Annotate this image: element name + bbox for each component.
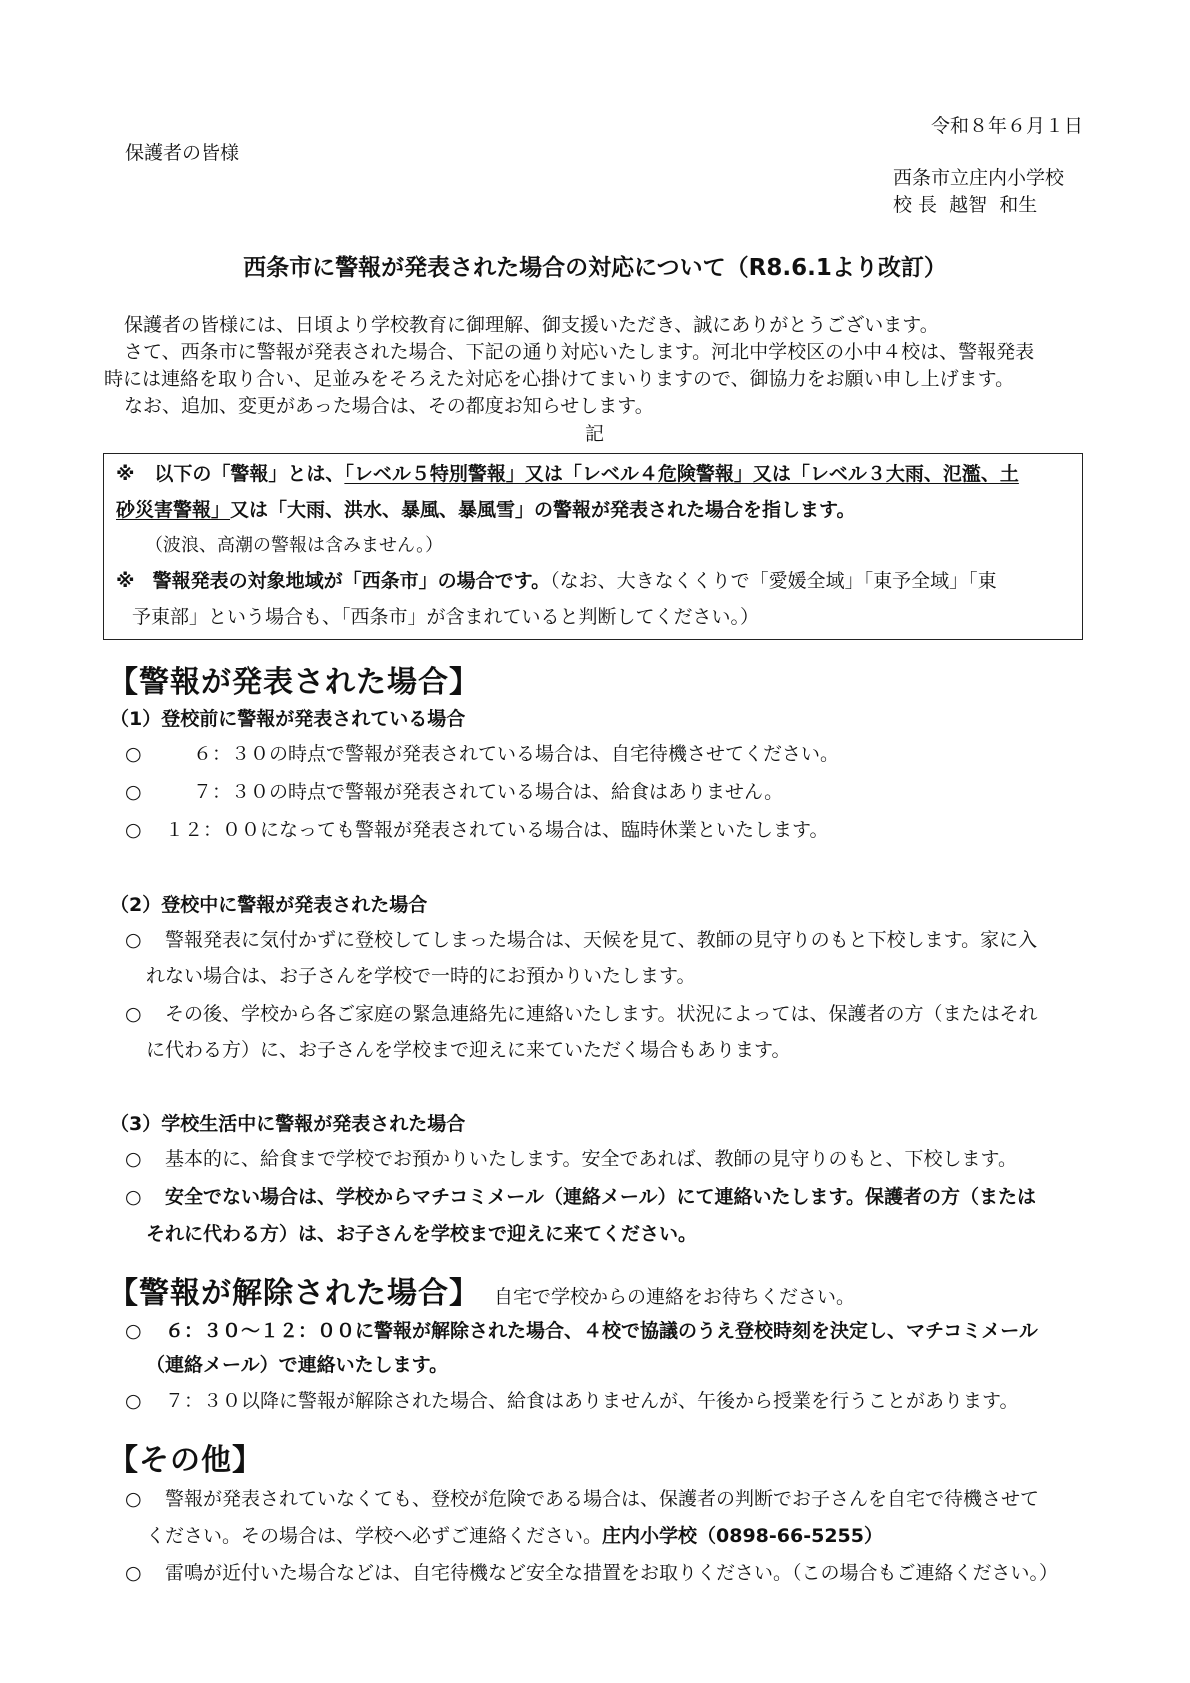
- list-item-text: 雷鳴が近付いた場合などは、自宅待機など安全な措置をお取りください。（この場合もご連絡ください。）: [165, 1562, 1059, 1584]
- intro-line-1: 保護者の皆様には、日頃より学校教育に御理解、御支援いただき、誠にありがとうございます。: [124, 314, 939, 336]
- intro-line-2a: さて、西条市に警報が発表された場合、下記の通り対応いたします。河北中学校区の小中４校は、警報発表: [124, 341, 1035, 363]
- bullet-icon: ○: [125, 1148, 142, 1170]
- list-item: [125, 1184, 1036, 1211]
- notice-line-4-bold: 警報発表の対象地域が「西条市」の場合です。: [152, 570, 551, 592]
- list-item-continuation: （連絡メール）で連絡いたします。: [146, 1354, 449, 1376]
- list-item-text: 警報が発表されていなくても、登校が危険である場合は、保護者の判断でお子さんを自宅で待機させて: [165, 1488, 1040, 1510]
- school-contact: 庄内小学校（0898-66-5255）: [602, 1525, 883, 1547]
- notice-line-4-rest: （なお、大きなくくりで「愛媛全域」「東予全域」「東: [550, 570, 997, 592]
- subsection-commuting: （2）登校中に警報が発表された場合: [110, 894, 428, 916]
- list-item-text: ７：３０の時点で警報が発表されている場合は、給食はありません。: [193, 781, 784, 803]
- notice-line-2: [116, 497, 856, 524]
- list-item-text: 警報発表に気付かずに登校してしまった場合は、天候を見て、教師の見守りのもと下校します。家に入: [165, 929, 1038, 951]
- list-item-text: その後、学校から各ご家庭の緊急連絡先に連絡いたします。状況によっては、保護者の方（またはそれ: [165, 1003, 1038, 1025]
- bullet-icon: ○: [125, 819, 142, 841]
- notice-line-5: 予東部」という場合も、「西条市」が含まれていると判断してください。）: [132, 606, 760, 628]
- notice-line-1-levels: 「レベル５特別警報」又は「レベル４危険警報」又は「レベル３大雨、氾濫、土: [344, 463, 1019, 485]
- notice-line-4: [116, 568, 997, 595]
- list-item: [125, 1486, 1039, 1513]
- list-item-text: 安全でない場合は、学校からマチコミメール（連絡メール）にて連絡いたします。保護者の方（または: [165, 1186, 1036, 1208]
- subsection-during-school: （3）学校生活中に警報が発表された場合: [110, 1113, 466, 1135]
- list-item: [125, 741, 839, 768]
- list-item: [125, 1388, 1018, 1415]
- list-item-text: １２：００になっても警報が発表されている場合は、臨時休業といたします。: [165, 819, 829, 841]
- notice-line-1-lead: 以下の「警報」とは、: [154, 463, 345, 485]
- intro-line-2b: 時には連絡を取り合い、足並みをそろえた対応を心掛けてまいりますので、御協力をお願い申し上げます。: [104, 368, 1015, 390]
- bullet-icon: ○: [125, 1390, 142, 1412]
- document-date: 令和８年６月１日: [930, 115, 1083, 137]
- bullet-icon: ○: [125, 781, 142, 803]
- list-item-continuation: それに代わる方）は、お子さんを学校まで迎えに来てください。: [146, 1223, 698, 1245]
- list-item: [125, 817, 828, 844]
- principal-name: 校 長 越智 和生: [893, 194, 1038, 216]
- list-item-continuation: [146, 1523, 883, 1550]
- section-heading-lifted-row: [108, 1273, 855, 1315]
- document-title: 西条市に警報が発表された場合の対応について（R8.6.1より改訂）: [243, 255, 947, 281]
- list-item-text: ７：３０以降に警報が解除された場合、給食はありませんが、午後から授業を行うことがあります。: [165, 1390, 1019, 1412]
- list-item: [125, 1318, 1038, 1345]
- bullet-icon: ○: [125, 929, 142, 951]
- notice-line-3: （波浪、高潮の警報は含みません。）: [145, 535, 444, 556]
- list-item: [125, 1560, 1058, 1587]
- school-name: 西条市立庄内小学校: [893, 167, 1065, 189]
- bullet-icon: ○: [125, 1562, 142, 1584]
- subsection-before-school: （1）登校前に警報が発表されている場合: [110, 708, 466, 730]
- notice-line-2-levels: 砂災害警報」: [116, 499, 231, 521]
- section-note: 自宅で学校からの連絡をお待ちください。: [494, 1286, 856, 1308]
- note-mark: ※: [116, 570, 135, 592]
- section-heading-lifted: 【警報が解除された場合】: [108, 1276, 480, 1311]
- list-item: [125, 779, 783, 806]
- list-item-text: ６：３０の時点で警報が発表されている場合は、自宅待機させてください。: [193, 743, 840, 765]
- list-item: [125, 927, 1037, 954]
- bullet-icon: ○: [125, 1488, 142, 1510]
- note-mark: ※: [116, 463, 135, 485]
- list-item-continuation: に代わる方）に、お子さんを学校まで迎えに来ていただく場合もあります。: [146, 1039, 791, 1061]
- list-item-continuation: れない場合は、お子さんを学校で一時的にお預かりいたします。: [146, 965, 696, 987]
- bullet-icon: ○: [125, 1186, 142, 1208]
- bullet-icon: ○: [125, 743, 142, 765]
- list-item-text: 基本的に、給食まで学校でお預かりいたします。安全であれば、教師の見守りのもと、下校します。: [165, 1148, 1017, 1170]
- list-item: [125, 1001, 1037, 1028]
- section-heading-other: 【その他】: [108, 1443, 263, 1478]
- intro-line-3: なお、追加、変更があった場合は、その都度お知らせします。: [124, 395, 654, 417]
- bullet-icon: ○: [125, 1320, 142, 1342]
- bullet-icon: ○: [125, 1003, 142, 1025]
- list-item-text: ください。その場合は、学校へ必ずご連絡ください。: [146, 1525, 603, 1547]
- list-item-text: ６：３０～１２：００に警報が解除された場合、４校で協議のうえ登校時刻を決定し、マチコミメール: [165, 1320, 1038, 1342]
- section-heading-issued: 【警報が発表された場合】: [108, 665, 480, 700]
- list-item: [125, 1146, 1017, 1173]
- ki-label: 記: [585, 423, 605, 445]
- recipient: 保護者の皆様: [125, 142, 240, 164]
- notice-line-2-rest: 又は「大雨、洪水、暴風、暴風雪」の警報が発表された場合を指します。: [230, 499, 856, 521]
- notice-line-1: [116, 461, 1019, 488]
